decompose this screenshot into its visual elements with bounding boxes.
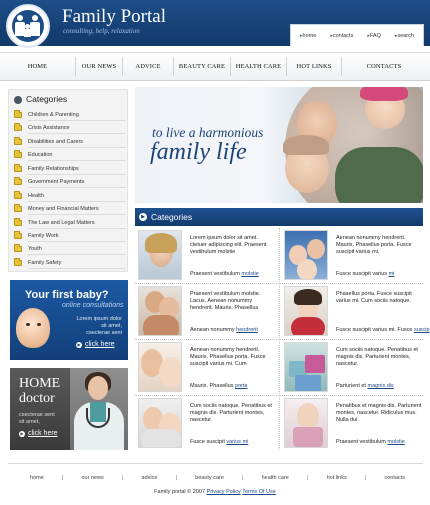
categories-bar xyxy=(135,208,423,226)
footer-link-advice[interactable]: advice xyxy=(141,475,158,481)
sidebar-item-family-work[interactable]: Family Work xyxy=(14,230,126,241)
cell-description: Cum sociis natoque. Penatibus et magnis dis. Parturient montes, nascetur. xyxy=(190,403,272,423)
categories-title: Categories xyxy=(151,212,193,222)
cell-footer: Praesent vestibulum molstie xyxy=(190,271,259,277)
hero-headline-main: family life xyxy=(150,139,247,165)
footer-divider xyxy=(8,463,423,464)
footer-nav xyxy=(30,475,405,481)
list-item xyxy=(281,228,423,282)
cell-description: Aenean nonummy hendrerit. Mauris. Phasellus porta. Fusce suscipit varius mi. Cum xyxy=(190,347,266,367)
site-title: Family Portal xyxy=(62,6,166,27)
list-item xyxy=(281,396,423,450)
arrow-circle-icon: ▶ xyxy=(139,213,147,221)
footer-link-hot-links[interactable]: hot links xyxy=(326,475,347,481)
cell-link[interactable]: molstie xyxy=(241,271,259,277)
cell-description: Phasellus porta. Fusce suscipit varius mi. Cum sociis natoque. xyxy=(336,291,412,304)
sidebar-item-disabilities-carers[interactable]: Disabilities and Carers xyxy=(14,136,126,147)
list-item xyxy=(135,340,277,394)
top-link-contacts[interactable]: ▸ contacts xyxy=(330,33,353,39)
cell-description: Aenean nonummy hendrerit. Mauris. Phasellus porta. Fusce suscipit varius mi. xyxy=(336,235,412,255)
cell-description: Lorem ipsum dolor sit amet. ctetuer adipiscing elit. Praesent vestibulum molstie xyxy=(190,235,267,255)
site-tagline: consulting, help, relaxation xyxy=(63,27,140,35)
list-item xyxy=(135,228,277,282)
folder-icon xyxy=(14,152,22,158)
hero-headline-top: to live a harmonious xyxy=(152,125,264,140)
folder-icon xyxy=(14,193,22,199)
cell-link[interactable]: varius mi xyxy=(226,439,249,445)
main-nav xyxy=(0,52,430,81)
terms-of-use-link[interactable]: Terms Of Use xyxy=(242,489,276,495)
list-item xyxy=(135,284,277,338)
promo-doctor-title-home: HOME xyxy=(19,376,61,391)
folder-icon xyxy=(14,206,22,212)
footer-link-our-news[interactable]: our news xyxy=(81,475,104,481)
sidebar-item-youth[interactable]: Youth xyxy=(14,243,126,254)
footer-separator: | xyxy=(121,475,124,481)
cell-link[interactable]: suscip xyxy=(413,327,430,333)
cell-description: Cum sociis natoque. Penatibus et magnis dis. Parturient montes, nascetur. xyxy=(336,347,418,367)
footer-copyright: Family portal © 2007 Privacy Policy Terms Of Use xyxy=(154,489,276,495)
cell-description: Praesent vestibulum molstie. Lacus. Aenean nonummy hendrerit. Mauris. Phasellus xyxy=(190,291,261,311)
footer-separator: | xyxy=(175,475,178,481)
promo-baby-click-here[interactable]: ▶ click here xyxy=(77,341,115,348)
cell-link[interactable]: magnis dis xyxy=(367,383,394,389)
folder-icon xyxy=(14,246,22,252)
mother-daughter-photo xyxy=(138,398,182,448)
nav-beauty-care[interactable]: BEAUTY CARE xyxy=(178,63,226,70)
top-link-faq[interactable]: ▸ FAQ xyxy=(367,33,381,39)
cell-footer: Praesent vestibulum molstie xyxy=(336,439,405,445)
folder-icon xyxy=(14,166,22,172)
footer-separator: | xyxy=(364,475,367,481)
folder-icon xyxy=(14,220,22,226)
categories-grid xyxy=(135,228,430,450)
hero-banner xyxy=(135,87,423,203)
cell-footer: Parturient et magnis dis xyxy=(336,383,394,389)
sidebar-item-education[interactable]: Education xyxy=(14,149,126,160)
top-link-home[interactable]: ▸ home xyxy=(300,33,316,39)
baby-photo xyxy=(16,308,50,348)
privacy-policy-link[interactable]: Privacy Policy xyxy=(206,489,241,495)
nav-hot-links[interactable]: HOT LINKS xyxy=(296,63,332,70)
cell-link[interactable]: molstie xyxy=(387,439,405,445)
promo-doctor-title-doctor: doctor xyxy=(19,391,55,406)
footer-link-health-care[interactable]: health care xyxy=(261,475,289,481)
sidebar-item-family-safety[interactable]: Family Safety xyxy=(14,257,126,268)
sidebar-item-crisis-assistance[interactable]: Crisis Assistance xyxy=(14,122,126,133)
footer-link-home[interactable]: home xyxy=(30,475,44,481)
promo-baby-text2: sit amet, xyxy=(101,323,122,329)
cell-footer: Fusce suscipit varius mi xyxy=(336,271,395,277)
list-item xyxy=(281,340,423,394)
nav-contacts[interactable]: CONTACTS xyxy=(366,63,402,70)
folder-icon xyxy=(14,260,22,266)
arrow-circle-icon: ▶ xyxy=(20,430,24,436)
cell-footer: Fusce suscipit varius mi xyxy=(190,439,249,445)
folder-icon xyxy=(14,125,22,131)
sidebar-heading: Categories xyxy=(26,94,68,104)
folder-icon xyxy=(14,112,22,118)
folder-icon xyxy=(14,233,22,239)
nav-our-news[interactable]: OUR NEWS xyxy=(81,63,117,70)
folder-icon xyxy=(14,139,22,145)
cell-footer: Fusce suscipit varius mi. Fusce suscip xyxy=(336,327,430,333)
cell-footer: Aenean nonummy hendrerit xyxy=(190,327,258,333)
nav-health-care[interactable]: HEALTH CARE xyxy=(235,63,282,70)
site-header xyxy=(0,0,430,46)
woman-red-scarf-photo xyxy=(284,286,328,336)
promo-doctor-click-here[interactable]: ▶ click here xyxy=(20,430,58,437)
top-links-bar xyxy=(290,24,424,46)
nav-advice[interactable]: ADVICE xyxy=(135,63,161,70)
mother-child-photo xyxy=(138,342,182,392)
footer-separator: | xyxy=(242,475,244,481)
doctor-photo xyxy=(70,368,128,450)
footer-separator: | xyxy=(306,475,309,481)
family-beach-photo xyxy=(138,286,182,336)
promo-first-baby xyxy=(10,280,128,360)
arrow-circle-icon: ▶ xyxy=(77,341,81,347)
footer-separator: | xyxy=(61,475,64,481)
sidebar-categories xyxy=(8,89,128,272)
top-link-search[interactable]: ▸ search xyxy=(395,33,414,39)
promo-doctor-text1: csecterae sent xyxy=(19,412,55,418)
sidebar-item-children-parenting[interactable]: Children & Parenting xyxy=(14,109,126,120)
promo-baby-text1: Lorem ipsum dolor xyxy=(76,316,122,322)
list-item xyxy=(135,396,277,450)
promo-baby-text3: csecterae sent xyxy=(86,330,122,336)
family-logo-icon[interactable] xyxy=(6,4,50,48)
promo-home-doctor xyxy=(10,368,128,450)
cell-footer: Mauris. Phasellus porta xyxy=(190,383,248,389)
woman-smiling-photo xyxy=(138,230,182,280)
sidebar-item-health[interactable]: Health xyxy=(14,190,126,201)
woman-with-gift-photo xyxy=(284,398,328,448)
promo-baby-title: Your first baby? xyxy=(25,289,109,301)
categories-bullet-icon xyxy=(14,96,22,104)
gift-boxes-photo xyxy=(284,342,328,392)
nav-home[interactable]: HOME xyxy=(27,63,48,70)
list-item xyxy=(281,284,430,338)
cell-link[interactable]: hendrerit xyxy=(236,327,258,333)
cell-link[interactable]: porta xyxy=(234,383,248,389)
sidebar-item-government-payments[interactable]: Government Payments xyxy=(14,176,126,187)
footer-link-contacts[interactable]: contacts xyxy=(384,475,405,481)
logo-family-figures xyxy=(12,10,44,42)
sidebar-item-money-financial[interactable]: Money and Financial Matters xyxy=(14,203,126,214)
cell-link[interactable]: mi xyxy=(388,271,395,277)
children-group-photo xyxy=(284,230,328,280)
promo-baby-subtitle: online consultations xyxy=(62,302,124,309)
sidebar-item-law-legal[interactable]: The Law and Legal Matters xyxy=(14,217,126,228)
footer-link-beauty-care[interactable]: beauty care xyxy=(195,475,224,481)
promo-doctor-text2: sit amet, xyxy=(19,419,40,425)
cell-description: Penatibus et magnis dis. Parturient montes, nascetur. Ridiculus mus. Nulla dui. xyxy=(336,403,422,423)
folder-icon xyxy=(14,179,22,185)
sidebar-item-family-relationships[interactable]: Family Relationships xyxy=(14,163,126,174)
